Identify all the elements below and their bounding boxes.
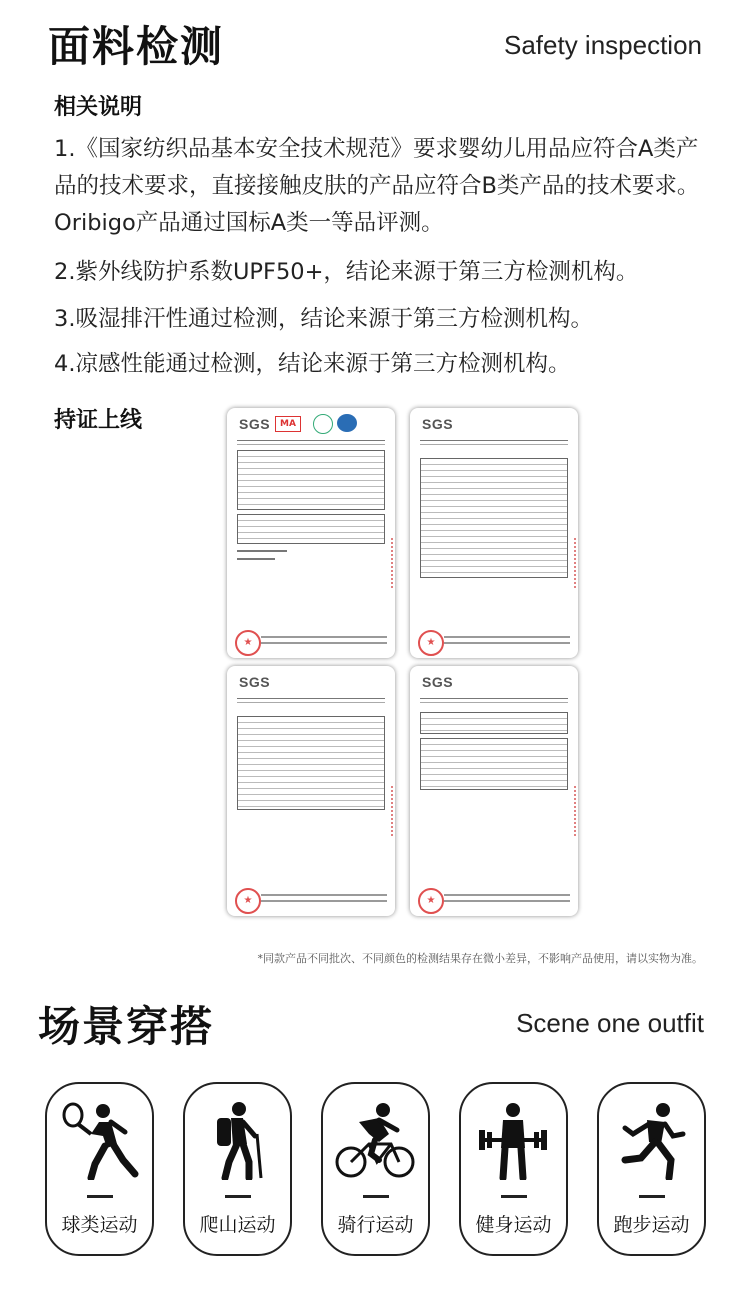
report-table [420,738,568,790]
weightlifter-icon [473,1100,553,1180]
hiker-icon [197,1100,277,1180]
report-footer-rule [261,636,387,638]
perforated-edge [568,538,576,588]
disclaimer-note: *同款产品不同批次、不同颜色的检测结果存在微小差异，不影响产品使用，请以实物为准。 [257,952,703,965]
card-divider [225,1195,251,1198]
report-table [237,514,385,544]
scene-label: 跑步运动 [613,1214,690,1236]
certificate-report-1[interactable] [227,408,395,658]
certification-heading: 持证上线 [54,408,143,433]
stamp-icon: ★ [235,888,261,914]
stamp-icon: ★ [418,630,444,656]
safety-section-title: 面料检测 [48,22,225,71]
scene-section-title: 场景穿搭 [38,1002,215,1051]
tennis-player-icon [59,1100,139,1180]
report-footer-rule [444,894,570,896]
report-footer-rule [261,894,387,896]
card-divider [639,1195,665,1198]
report-footer-rule [444,642,570,644]
scene-label: 健身运动 [475,1214,552,1236]
perforated-edge [568,786,576,836]
sgs-logo: SGS [239,416,271,432]
report-table [237,716,385,810]
certificate-report-3[interactable] [227,666,395,916]
perforated-edge [385,538,393,588]
scene-label: 球类运动 [61,1214,138,1236]
report-footer-rule [261,900,387,902]
ma-seal-icon: MA [275,416,301,432]
cnas-seal-icon [337,414,357,432]
note-paragraph-3: 3.吸湿排汗性通过检测，结论来源于第三方检测机构。 [54,306,593,332]
sgs-logo: SGS [422,674,454,690]
certificate-report-2[interactable] [410,408,578,658]
scene-section-subtitle: Scene one outfit [516,1008,704,1038]
report-footer-rule [444,636,570,638]
report-table [237,450,385,510]
report-table [420,458,568,578]
report-footer-rule [261,642,387,644]
cyclist-icon [335,1100,415,1180]
card-divider [363,1195,389,1198]
card-divider [501,1195,527,1198]
scene-card-cycling[interactable] [321,1082,430,1256]
note-paragraph-2: 2.紫外线防护系数UPF50+，结论来源于第三方检测机构。 [54,259,639,285]
scene-card-running[interactable] [597,1082,706,1256]
scene-card-hiking[interactable] [183,1082,292,1256]
stamp-icon: ★ [235,630,261,656]
runner-icon [611,1100,691,1180]
sgs-logo: SGS [239,674,271,690]
card-divider [87,1195,113,1198]
scene-card-fitness[interactable] [459,1082,568,1256]
certificate-report-4[interactable] [410,666,578,916]
note-paragraph-1: 1.《国家纺织品基本安全技术规范》要求婴幼儿用品应符合A类产品的技术要求，直接接触皮肤的产品应符合B类产品的技术要求。Oribigo产品通过国标A类一等品评测。 [54,136,700,236]
scene-card-ball-sports[interactable] [45,1082,154,1256]
related-notes-heading: 相关说明 [54,95,143,120]
ilac-seal-icon [313,414,333,434]
report-header-rule [420,698,568,703]
perforated-edge [385,786,393,836]
report-header-rule [420,440,568,445]
report-header-rule [237,698,385,703]
scene-label: 爬山运动 [199,1214,276,1236]
sgs-logo: SGS [422,416,454,432]
scene-label: 骑行运动 [337,1214,414,1236]
stamp-icon: ★ [418,888,444,914]
report-text-line [237,550,287,552]
note-paragraph-4: 4.凉感性能通过检测，结论来源于第三方检测机构。 [54,351,571,377]
report-table [420,712,568,734]
report-header-rule [237,440,385,445]
report-text-line [237,558,275,560]
safety-section-subtitle: Safety inspection [503,30,702,60]
report-footer-rule [444,900,570,902]
